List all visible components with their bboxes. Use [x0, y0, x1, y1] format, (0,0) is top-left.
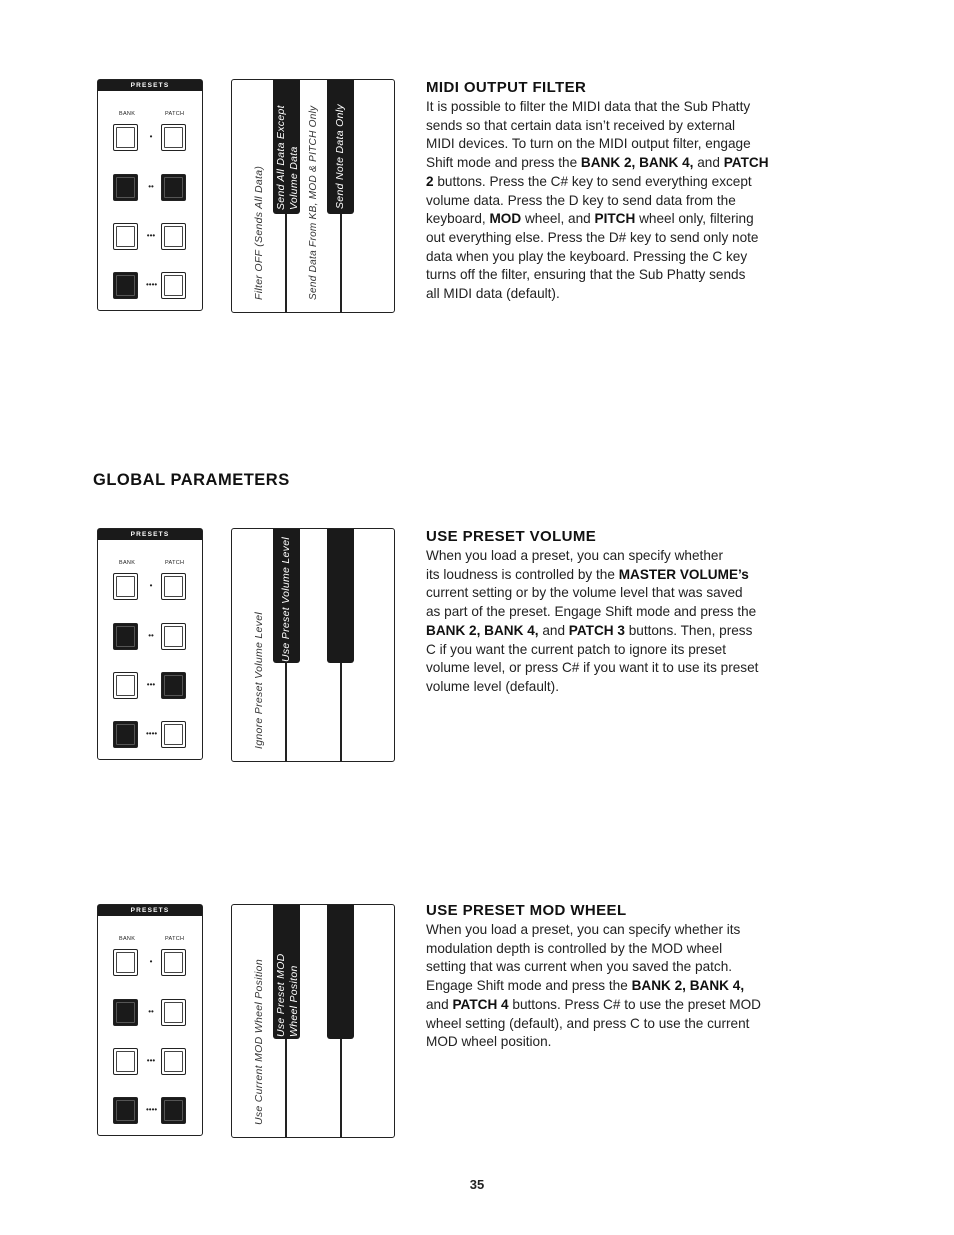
- patch-1-button: [161, 949, 186, 976]
- patch-label: PATCH: [165, 560, 185, 566]
- bank-3-button: [113, 672, 138, 699]
- bank-1-button: [113, 949, 138, 976]
- patch-3-button: [161, 672, 186, 699]
- bank-2-button: [113, 174, 138, 201]
- dots-2: ••: [148, 182, 154, 191]
- bank-1-button: [113, 124, 138, 151]
- bank-4-button: [113, 721, 138, 748]
- section-title-global-parameters: GLOBAL PARAMETERS: [93, 471, 290, 489]
- bank-4-button: [113, 272, 138, 299]
- presets-panel-preset-volume: [97, 528, 203, 760]
- bank-label: BANK: [119, 560, 136, 566]
- heading-use-preset-volume: USE PRESET VOLUME: [426, 528, 597, 545]
- bank-2-button: [113, 999, 138, 1026]
- key-label-ignore-preset-volume: Ignore Preset Volume Level: [253, 612, 265, 749]
- black-key-d-sharp: [327, 529, 354, 663]
- patch-4-button: [161, 721, 186, 748]
- bank-3-button: [113, 1048, 138, 1075]
- heading-use-preset-mod-wheel: USE PRESET MOD WHEEL: [426, 902, 627, 919]
- dots-4: ••••: [146, 280, 158, 289]
- dots-4: ••••: [146, 729, 158, 738]
- bank-4-button: [113, 1097, 138, 1124]
- key-label-send-all-except-volume: Send All Data Except Volume Data: [275, 105, 300, 210]
- dots-3: •••: [146, 231, 156, 240]
- patch-4-button: [161, 272, 186, 299]
- key-label-use-preset-mod-wheel: Use Preset MOD Wheel Positon: [275, 953, 300, 1037]
- presets-panel-midi-filter: [97, 79, 203, 311]
- keyboard-midi-filter: [231, 79, 395, 313]
- paragraph-midi-output-filter: It is possible to filter the MIDI data that the Sub Phatty sends so that certain data isn’t received by external MIDI devices. To turn on the MIDI output filter, engage Shift mode and press the BANK 2, BANK 4, and PATCH 2 buttons. Press the C# key to send everything except volume data. Press the D key to send data from the keyboard, MOD wheel, and PITCH wheel only, filtering out everything else. Press the D# key to send only note data when you play the keyboard. Pressing the C key turns off the filter, ensuring that the Sub Phatty sends all MIDI data (default).: [426, 99, 769, 302]
- dots-3: •••: [146, 1056, 156, 1065]
- dots-4: ••••: [146, 1105, 158, 1114]
- patch-2-button: [161, 174, 186, 201]
- bank-1-button: [113, 573, 138, 600]
- dots-3: •••: [146, 680, 156, 689]
- bank-label: BANK: [119, 936, 136, 942]
- keyboard-preset-volume: [231, 528, 395, 762]
- presets-panel-mod-wheel: [97, 904, 203, 1136]
- key-label-kb-mod-pitch: Send Data From KB, MOD & PITCH Only: [308, 105, 319, 300]
- presets-panel-title: PRESETS: [98, 80, 202, 91]
- dots-2: ••: [148, 631, 154, 640]
- dots-1: •: [149, 581, 153, 590]
- patch-1-button: [161, 573, 186, 600]
- paragraph-use-preset-mod-wheel: When you load a preset, you can specify whether its modulation depth is controlled by the MOD wheel setting that was current when you saved the patch. Engage Shift mode and press the BANK 2, BANK 4, and PATCH 4 buttons. Press C# to use the preset MOD wheel setting (default), and press C to use the current MOD wheel position.: [426, 922, 761, 1050]
- key-label-filter-off: Filter OFF (Sends All Data): [253, 165, 265, 300]
- dots-1: •: [149, 132, 153, 141]
- patch-3-button: [161, 1048, 186, 1075]
- key-label-note-data-only: Send Note Data Only: [334, 104, 346, 209]
- dots-2: ••: [148, 1007, 154, 1016]
- patch-4-button: [161, 1097, 186, 1124]
- patch-label: PATCH: [165, 111, 185, 117]
- bank-3-button: [113, 223, 138, 250]
- bank-label: BANK: [119, 111, 136, 117]
- patch-label: PATCH: [165, 936, 185, 942]
- key-label-use-preset-volume: Use Preset Volume Level: [280, 537, 292, 662]
- presets-panel-title: PRESETS: [98, 905, 202, 916]
- patch-2-button: [161, 999, 186, 1026]
- paragraph-use-preset-volume: When you load a preset, you can specify whether its loudness is controlled by the MASTER VOLUME’s current setting or by the volume level that was saved as part of the preset. Engage Shift mode and press the BANK 2, BANK 4, and PATCH 3 buttons. Then, press C if you want the current patch to ignore its preset volume level, or press C# if you want it to use its preset volume level (default).: [426, 548, 759, 694]
- presets-panel-title: PRESETS: [98, 529, 202, 540]
- bank-2-button: [113, 623, 138, 650]
- key-label-use-current-mod-wheel: Use Current MOD Wheel Position: [253, 959, 265, 1125]
- keyboard-mod-wheel: [231, 904, 395, 1138]
- patch-3-button: [161, 223, 186, 250]
- black-key-d-sharp: [327, 905, 354, 1039]
- dots-1: •: [149, 957, 153, 966]
- page-number: 35: [469, 1177, 485, 1192]
- patch-1-button: [161, 124, 186, 151]
- heading-midi-output-filter: MIDI OUTPUT FILTER: [426, 79, 587, 96]
- patch-2-button: [161, 623, 186, 650]
